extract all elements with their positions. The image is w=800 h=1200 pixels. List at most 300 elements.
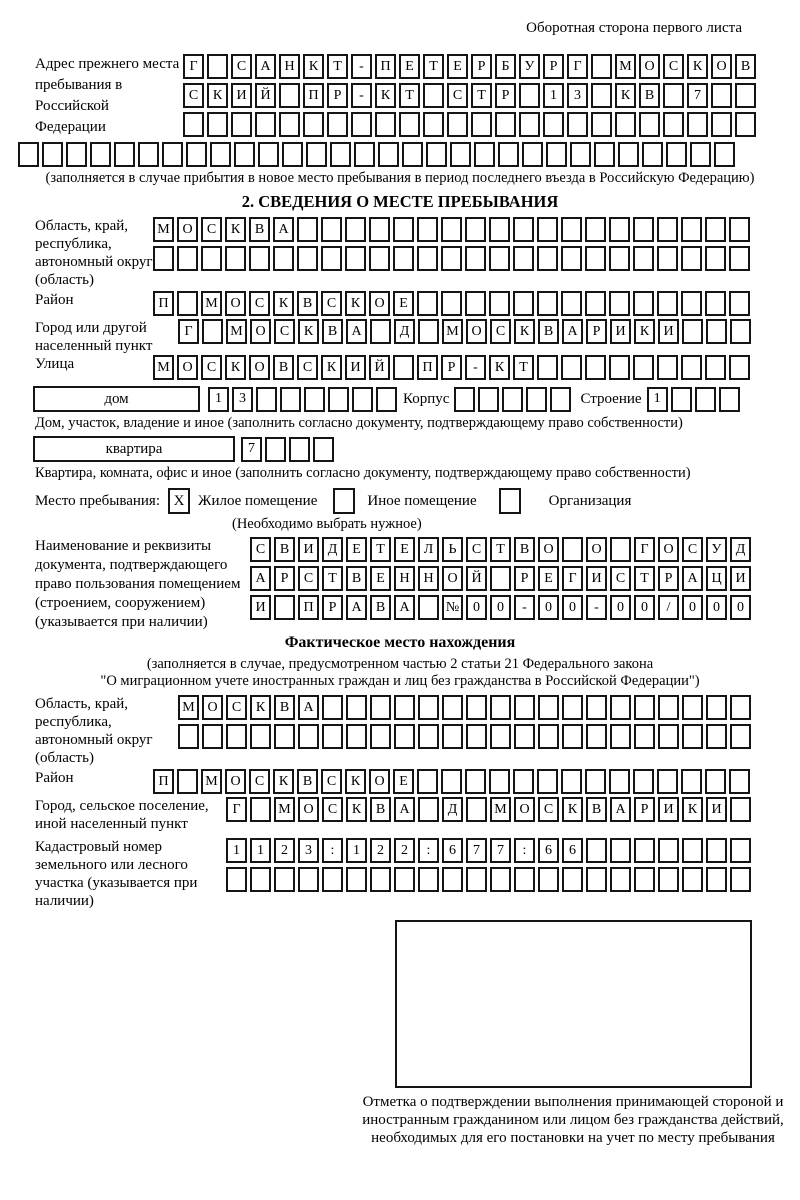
- char-cell: О: [639, 54, 660, 79]
- char-cell: 0: [466, 595, 487, 620]
- char-cell: [177, 769, 198, 794]
- char-cell: [369, 217, 390, 242]
- char-cell: Т: [423, 54, 444, 79]
- char-cell: К: [345, 291, 366, 316]
- char-cell: [255, 112, 276, 137]
- char-cell: Е: [399, 54, 420, 79]
- char-cell: -: [351, 54, 372, 79]
- char-cell: [730, 797, 751, 822]
- char-cell: М: [201, 291, 222, 316]
- char-cell: Н: [279, 54, 300, 79]
- prev-address-row-4: [18, 142, 800, 167]
- char-cell: [321, 217, 342, 242]
- char-cell: [591, 54, 612, 79]
- char-cell: [328, 387, 349, 412]
- document-row-2: [250, 566, 754, 591]
- char-cell: С: [298, 566, 319, 591]
- char-cell: И: [610, 319, 631, 344]
- char-cell: [249, 246, 270, 271]
- char-cell: [714, 142, 735, 167]
- char-cell: К: [225, 355, 246, 380]
- char-cell: Р: [514, 566, 535, 591]
- char-cell: [354, 142, 375, 167]
- char-cell: М: [442, 319, 463, 344]
- char-cell: И: [658, 797, 679, 822]
- char-cell: [466, 724, 487, 749]
- char-cell: [114, 142, 135, 167]
- char-cell: О: [711, 54, 732, 79]
- char-cell: С: [250, 537, 271, 562]
- option-other-premises-label: Иное помещение: [367, 493, 477, 509]
- char-cell: Е: [538, 566, 559, 591]
- city-label: Город или другой населенный пункт: [35, 320, 153, 354]
- char-cell: [538, 695, 559, 720]
- page-header: Оборотная сторона первого листа: [526, 20, 742, 36]
- char-cell: [345, 217, 366, 242]
- document-row-3: [250, 595, 754, 620]
- char-cell: 0: [706, 595, 727, 620]
- char-cell: В: [249, 217, 270, 242]
- char-cell: [465, 769, 486, 794]
- char-cell: Р: [658, 566, 679, 591]
- actual-city-row: [226, 797, 754, 822]
- stroenie-row: [647, 387, 743, 412]
- actual-district-row: [153, 769, 753, 794]
- char-cell: [561, 246, 582, 271]
- char-cell: [352, 387, 373, 412]
- char-cell: [466, 695, 487, 720]
- char-cell: [657, 246, 678, 271]
- char-cell: [657, 769, 678, 794]
- char-cell: [207, 112, 228, 137]
- char-cell: :: [418, 838, 439, 863]
- char-cell: [567, 112, 588, 137]
- char-cell: [274, 867, 295, 892]
- char-cell: [633, 217, 654, 242]
- char-cell: С: [249, 769, 270, 794]
- char-cell: Й: [466, 566, 487, 591]
- char-cell: [586, 867, 607, 892]
- char-cell: [663, 83, 684, 108]
- char-cell: [495, 112, 516, 137]
- char-cell: [345, 246, 366, 271]
- char-cell: [690, 142, 711, 167]
- house-note: Дом, участок, владение и иное (заполнить согласно документу, подтверждающему право собственности): [35, 415, 683, 431]
- char-cell: [346, 724, 367, 749]
- char-cell: [394, 867, 415, 892]
- char-cell: 2: [274, 838, 295, 863]
- char-cell: С: [447, 83, 468, 108]
- char-cell: [537, 291, 558, 316]
- char-cell: У: [706, 537, 727, 562]
- char-cell: П: [298, 595, 319, 620]
- prev-address-note: (заполняется в случае прибытия в новое место пребывания в период последнего въезда в Российскую Федерацию): [45, 170, 755, 186]
- stroenie-label: Строение: [580, 391, 642, 407]
- char-cell: [231, 112, 252, 137]
- char-cell: [466, 797, 487, 822]
- char-cell: [729, 355, 750, 380]
- char-cell: [330, 142, 351, 167]
- char-cell: Р: [322, 595, 343, 620]
- char-cell: В: [273, 355, 294, 380]
- char-cell: [658, 867, 679, 892]
- char-cell: Л: [418, 537, 439, 562]
- char-cell: А: [298, 695, 319, 720]
- char-cell: [681, 769, 702, 794]
- char-cell: [274, 595, 295, 620]
- char-cell: М: [226, 319, 247, 344]
- char-cell: :: [514, 838, 535, 863]
- cadastral-row-2: [226, 867, 754, 892]
- house-row: [208, 387, 400, 412]
- char-cell: [450, 142, 471, 167]
- char-cell: Д: [730, 537, 751, 562]
- char-cell: [279, 83, 300, 108]
- char-cell: [489, 769, 510, 794]
- char-cell: О: [177, 217, 198, 242]
- char-cell: В: [735, 54, 756, 79]
- document-label: Наименование и реквизиты документа, подтверждающего право пользования помещением (строением, сооружением) (указывается при наличии): [35, 538, 241, 630]
- char-cell: Е: [394, 537, 415, 562]
- apartment-box-label: квартира: [33, 436, 235, 462]
- char-cell: В: [297, 291, 318, 316]
- char-cell: [351, 112, 372, 137]
- char-cell: [538, 724, 559, 749]
- char-cell: К: [687, 54, 708, 79]
- char-cell: Т: [490, 537, 511, 562]
- document-block: [35, 537, 800, 632]
- char-cell: [666, 142, 687, 167]
- char-cell: С: [249, 291, 270, 316]
- char-cell: [426, 142, 447, 167]
- char-cell: [394, 695, 415, 720]
- region-label: Область, край, республика, автономный округ (область): [35, 218, 153, 288]
- char-cell: -: [465, 355, 486, 380]
- char-cell: [369, 246, 390, 271]
- char-cell: [730, 867, 751, 892]
- char-cell: У: [519, 54, 540, 79]
- char-cell: [682, 695, 703, 720]
- char-cell: [681, 355, 702, 380]
- char-cell: О: [586, 537, 607, 562]
- char-cell: С: [682, 537, 703, 562]
- char-cell: [730, 724, 751, 749]
- char-cell: [370, 695, 391, 720]
- char-cell: И: [298, 537, 319, 562]
- char-cell: [610, 838, 631, 863]
- char-cell: С: [322, 797, 343, 822]
- char-cell: [591, 83, 612, 108]
- char-cell: Д: [322, 537, 343, 562]
- char-cell: [370, 724, 391, 749]
- char-cell: [586, 695, 607, 720]
- char-cell: [418, 695, 439, 720]
- char-cell: [441, 217, 462, 242]
- char-cell: [729, 217, 750, 242]
- char-cell: С: [226, 695, 247, 720]
- char-cell: [634, 695, 655, 720]
- char-cell: [417, 246, 438, 271]
- char-cell: [681, 291, 702, 316]
- char-cell: Р: [495, 83, 516, 108]
- char-cell: [610, 867, 631, 892]
- char-cell: М: [274, 797, 295, 822]
- char-cell: Д: [394, 319, 415, 344]
- char-cell: [138, 142, 159, 167]
- char-cell: Т: [634, 566, 655, 591]
- cadastral-cells: [226, 838, 754, 896]
- char-cell: [313, 437, 334, 462]
- char-cell: [465, 217, 486, 242]
- char-cell: [634, 838, 655, 863]
- char-cell: О: [369, 291, 390, 316]
- char-cell: [585, 769, 606, 794]
- char-cell: К: [225, 217, 246, 242]
- char-cell: К: [207, 83, 228, 108]
- prev-address-cells: [183, 54, 759, 141]
- char-cell: А: [346, 595, 367, 620]
- char-cell: [706, 695, 727, 720]
- char-cell: В: [274, 537, 295, 562]
- char-cell: [322, 695, 343, 720]
- char-cell: В: [586, 797, 607, 822]
- char-cell: Е: [370, 566, 391, 591]
- char-cell: [519, 83, 540, 108]
- char-cell: С: [201, 217, 222, 242]
- char-cell: О: [538, 537, 559, 562]
- char-cell: А: [562, 319, 583, 344]
- char-cell: [454, 387, 475, 412]
- form-back-page: [0, 20, 800, 1200]
- char-cell: Н: [394, 566, 415, 591]
- actual-region-cells: [178, 695, 754, 753]
- char-cell: К: [375, 83, 396, 108]
- char-cell: [297, 246, 318, 271]
- char-cell: П: [153, 769, 174, 794]
- char-cell: Г: [634, 537, 655, 562]
- char-cell: [586, 724, 607, 749]
- char-cell: [321, 246, 342, 271]
- char-cell: [66, 142, 87, 167]
- char-cell: [681, 246, 702, 271]
- char-cell: К: [682, 797, 703, 822]
- char-cell: [514, 867, 535, 892]
- char-cell: М: [615, 54, 636, 79]
- char-cell: Р: [586, 319, 607, 344]
- char-cell: [297, 217, 318, 242]
- actual-region-block: [35, 695, 800, 767]
- char-cell: 7: [466, 838, 487, 863]
- city-block: [35, 319, 800, 355]
- char-cell: :: [322, 838, 343, 863]
- korpus-label: Корпус: [403, 391, 450, 407]
- char-cell: [657, 217, 678, 242]
- char-cell: [681, 217, 702, 242]
- house-box-label: дом: [33, 386, 200, 412]
- char-cell: Т: [513, 355, 534, 380]
- char-cell: [265, 437, 286, 462]
- char-cell: 2: [370, 838, 391, 863]
- char-cell: И: [706, 797, 727, 822]
- char-cell: Г: [226, 797, 247, 822]
- char-cell: С: [201, 355, 222, 380]
- cadastral-block: [35, 838, 800, 910]
- char-cell: [537, 769, 558, 794]
- char-cell: [177, 246, 198, 271]
- char-cell: [609, 246, 630, 271]
- char-cell: Р: [441, 355, 462, 380]
- char-cell: [537, 355, 558, 380]
- char-cell: 6: [562, 838, 583, 863]
- confirmation-stamp-box: [395, 920, 752, 1088]
- city-row: [178, 319, 754, 344]
- char-cell: [514, 695, 535, 720]
- char-cell: [478, 387, 499, 412]
- char-cell: Т: [370, 537, 391, 562]
- char-cell: 7: [490, 838, 511, 863]
- char-cell: [442, 695, 463, 720]
- char-cell: 1: [208, 387, 229, 412]
- char-cell: [304, 387, 325, 412]
- char-cell: О: [250, 319, 271, 344]
- char-cell: [42, 142, 63, 167]
- stay-type-block: [35, 488, 800, 514]
- char-cell: [442, 724, 463, 749]
- char-cell: 7: [687, 83, 708, 108]
- char-cell: С: [231, 54, 252, 79]
- char-cell: [730, 319, 751, 344]
- char-cell: В: [639, 83, 660, 108]
- char-cell: [250, 724, 271, 749]
- char-cell: С: [490, 319, 511, 344]
- char-cell: А: [346, 319, 367, 344]
- char-cell: [729, 246, 750, 271]
- char-cell: [730, 695, 751, 720]
- char-cell: 0: [562, 595, 583, 620]
- char-cell: [706, 319, 727, 344]
- char-cell: -: [586, 595, 607, 620]
- char-cell: [417, 769, 438, 794]
- char-cell: [591, 112, 612, 137]
- char-cell: К: [345, 769, 366, 794]
- char-cell: [561, 291, 582, 316]
- char-cell: [490, 566, 511, 591]
- char-cell: [735, 83, 756, 108]
- char-cell: [562, 867, 583, 892]
- char-cell: 2: [394, 838, 415, 863]
- char-cell: [442, 867, 463, 892]
- char-cell: [663, 112, 684, 137]
- char-cell: [633, 291, 654, 316]
- section2-title: 2. СВЕДЕНИЯ О МЕСТЕ ПРЕБЫВАНИЯ: [241, 192, 559, 211]
- cadastral-row-1: [226, 838, 754, 863]
- char-cell: К: [615, 83, 636, 108]
- char-cell: А: [255, 54, 276, 79]
- char-cell: Н: [418, 566, 439, 591]
- char-cell: В: [297, 769, 318, 794]
- char-cell: С: [183, 83, 204, 108]
- char-cell: [711, 83, 732, 108]
- char-cell: [423, 83, 444, 108]
- char-cell: О: [369, 769, 390, 794]
- document-cells: [250, 537, 754, 624]
- char-cell: Т: [399, 83, 420, 108]
- char-cell: [474, 142, 495, 167]
- char-cell: [513, 217, 534, 242]
- char-cell: Й: [369, 355, 390, 380]
- char-cell: [561, 355, 582, 380]
- char-cell: Т: [322, 566, 343, 591]
- char-cell: О: [225, 769, 246, 794]
- char-cell: [730, 838, 751, 863]
- char-cell: [441, 291, 462, 316]
- char-cell: 0: [634, 595, 655, 620]
- prev-address-row-2: [183, 83, 759, 108]
- street-block: [35, 355, 800, 380]
- char-cell: [642, 142, 663, 167]
- char-cell: О: [225, 291, 246, 316]
- char-cell: [561, 217, 582, 242]
- char-cell: [546, 142, 567, 167]
- char-cell: [490, 695, 511, 720]
- char-cell: Д: [442, 797, 463, 822]
- char-cell: 1: [346, 838, 367, 863]
- char-cell: [471, 112, 492, 137]
- char-cell: [465, 246, 486, 271]
- char-cell: [682, 724, 703, 749]
- district-row: [153, 291, 753, 316]
- actual-location-title: Фактическое место нахождения: [284, 634, 516, 651]
- char-cell: А: [273, 217, 294, 242]
- char-cell: [250, 867, 271, 892]
- actual-region-row-1: [178, 695, 754, 720]
- char-cell: К: [273, 291, 294, 316]
- char-cell: 0: [730, 595, 751, 620]
- char-cell: [393, 246, 414, 271]
- char-cell: Т: [327, 54, 348, 79]
- char-cell: О: [466, 319, 487, 344]
- char-cell: Т: [471, 83, 492, 108]
- actual-location-note-1: (заполняется в случае, предусмотренном частью 2 статьи 21 Федерального закона: [146, 656, 654, 672]
- char-cell: [177, 291, 198, 316]
- char-cell: А: [610, 797, 631, 822]
- char-cell: Г: [178, 319, 199, 344]
- document-row-1: [250, 537, 754, 562]
- char-cell: [585, 246, 606, 271]
- char-cell: [550, 387, 571, 412]
- char-cell: [346, 695, 367, 720]
- char-cell: [609, 291, 630, 316]
- char-cell: О: [658, 537, 679, 562]
- char-cell: [658, 695, 679, 720]
- char-cell: [706, 867, 727, 892]
- char-cell: /: [658, 595, 679, 620]
- char-cell: [585, 217, 606, 242]
- char-cell: [513, 769, 534, 794]
- char-cell: [90, 142, 111, 167]
- char-cell: Ц: [706, 566, 727, 591]
- char-cell: [306, 142, 327, 167]
- char-cell: 0: [682, 595, 703, 620]
- char-cell: [289, 437, 310, 462]
- stay-type-note: (Необходимо выбрать нужное): [232, 516, 422, 532]
- char-cell: 6: [538, 838, 559, 863]
- char-cell: [522, 142, 543, 167]
- char-cell: [711, 112, 732, 137]
- char-cell: М: [178, 695, 199, 720]
- char-cell: П: [375, 54, 396, 79]
- char-cell: К: [514, 319, 535, 344]
